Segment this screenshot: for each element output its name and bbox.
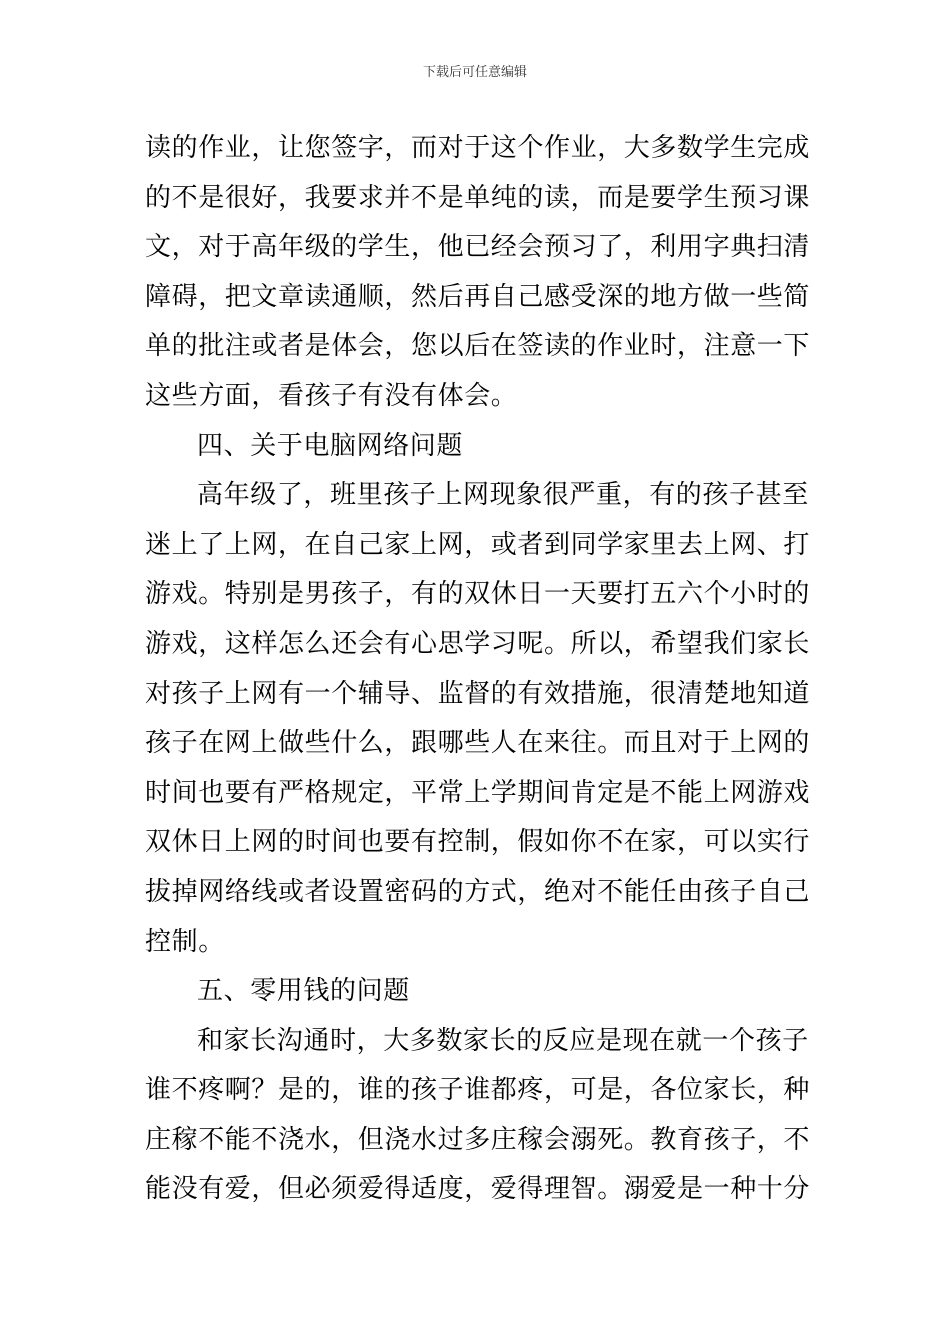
text-line: 孩子在网上做些什么，跟哪些人在来往。而且对于上网的 [145, 728, 811, 759]
text-line: 迷上了上网，在自己家上网，或者到同学家里去上网、打 [145, 529, 811, 560]
section-heading: 五、零用钱的问题 [197, 976, 410, 1007]
text-line: 游戏。特别是男孩子，有的双休日一天要打五六个小时的 [145, 579, 811, 610]
text-line: 拔掉网络线或者设置密码的方式，绝对不能任由孩子自己 [145, 876, 811, 907]
document-body [145, 124, 811, 1215]
text-line: 谁不疼啊？是的，谁的孩子谁都疼，可是，各位家长，种 [145, 1075, 811, 1106]
text-line: 能没有爱，但必须爱得适度，爱得理智。溺爱是一种十分 [145, 1174, 811, 1205]
text-line: 单的批注或者是体会，您以后在签读的作业时，注意一下 [145, 331, 811, 362]
text-line: 游戏，这样怎么还会有心思学习呢。所以，希望我们家长 [145, 628, 811, 659]
text-line: 控制。 [145, 926, 225, 957]
text-line: 和家长沟通时，大多数家长的反应是现在就一个孩子 [197, 1025, 809, 1056]
text-line: 对孩子上网有一个辅导、监督的有效措施，很清楚地知道 [145, 678, 811, 709]
text-line: 这些方面，看孩子有没有体会。 [145, 380, 518, 411]
text-line: 高年级了，班里孩子上网现象很严重，有的孩子甚至 [197, 480, 809, 511]
text-line: 障碍，把文章读通顺，然后再自己感受深的地方做一些简 [145, 281, 811, 312]
text-line: 双休日上网的时间也要有控制，假如你不在家，可以实行 [145, 827, 811, 858]
text-line: 的不是很好，我要求并不是单纯的读，而是要学生预习课 [145, 182, 811, 213]
section-heading: 四、关于电脑网络问题 [197, 430, 464, 461]
text-line: 庄稼不能不浇水，但浇水过多庄稼会溺死。教育孩子，不 [145, 1124, 811, 1155]
text-line: 读的作业，让您签字，而对于这个作业，大多数学生完成 [145, 133, 811, 163]
text-line: 文，对于高年级的学生，他已经会预习了，利用字典扫清 [145, 232, 811, 263]
page-header: 下载后可任意编辑 [422, 65, 527, 80]
text-line: 时间也要有严格规定，平常上学期间肯定是不能上网游戏 [145, 777, 811, 808]
